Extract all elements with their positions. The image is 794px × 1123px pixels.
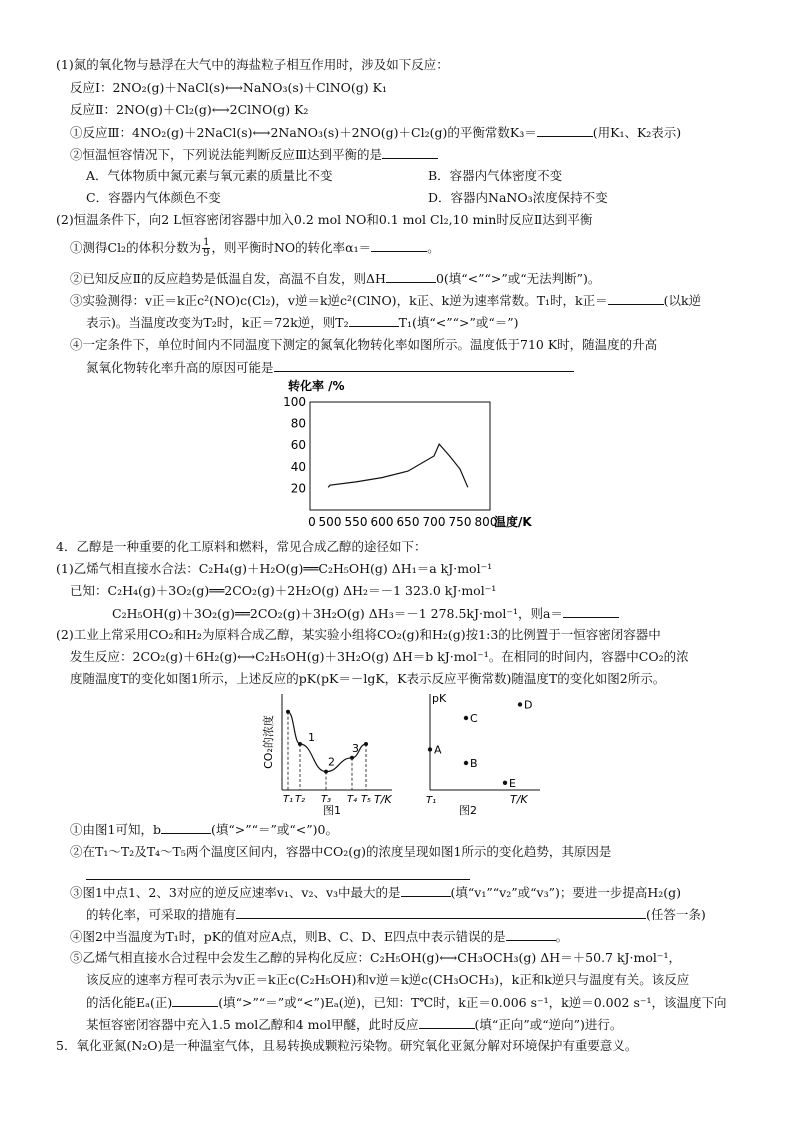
plot-frame (310, 402, 490, 510)
data-point (298, 742, 302, 746)
q3-sub2-3b (86, 313, 519, 332)
point-c (464, 716, 468, 720)
y-axis-label: pK (432, 692, 447, 705)
q3-s4-text: 氮氧化物转化率升高的原因可能是 (86, 360, 274, 375)
q3-part2: (2)恒温条件下，向2 L恒容密闭容器中加入0.2 mol NO和0.1 mol Cl₂,10 min时反应Ⅱ达到平衡 (56, 212, 593, 227)
q4-p2c: 度随温度T的变化如图1所示，上述反应的pK(pK＝－lgK，K表示反应平衡常数)随温度T的变化如图2所示。 (70, 671, 666, 686)
answer-blank-wrong-point[interactable] (506, 927, 556, 941)
answer-blank-ea[interactable] (172, 993, 218, 1007)
q3-sub2 (70, 145, 438, 164)
q3-sub2-4b (86, 358, 574, 377)
q4-s5-text-f: (填“正向”或“逆向”)进行。 (474, 1017, 623, 1032)
q3-intro: (1)氮的氧化物与悬浮在大气中的海盐粒子相互作用时，涉及如下反应： (56, 57, 449, 72)
reaction-1: 反应Ⅰ：2NO₂(g)＋NaCl(s)⟷NaNO₃(s)＋ClNO(g) K₁ (70, 80, 387, 95)
q3-sub2-1 (70, 238, 440, 259)
x-tick-label: 0 (308, 515, 316, 529)
y-axis-label: CO₂的浓度 (262, 715, 275, 769)
x-tick-label: 600 (370, 515, 394, 529)
q3-sub1-hint: (用K₁、K₂表示) (592, 125, 682, 140)
figure-caption: 图2 (459, 804, 477, 817)
answer-blank-k3[interactable] (537, 123, 593, 137)
x-tick-label: T₂ (294, 794, 306, 805)
q4-p2b: 发生反应：2CO₂(g)＋6H₂(g)⟷C₂H₅OH(g)＋3H₂O(g) ΔH＝b kJ·mol⁻¹。在相同的时间内，容器中CO₂的浓 (70, 649, 689, 664)
q4-s3-text: ③图1中点1、2、3对应的逆反应速率v₁、v₂、v₃中最大的是 (70, 885, 401, 900)
q4-s3-text-c: 的转化率，可采取的措施有 (86, 907, 237, 922)
point-label: D (524, 698, 533, 712)
point-label: E (509, 776, 516, 790)
q4-sub3b (86, 905, 706, 924)
answer-blank-b[interactable] (161, 820, 211, 834)
answer-blank-t2[interactable] (349, 313, 399, 327)
answer-blank-alpha[interactable] (371, 238, 427, 252)
q4-sub5e (86, 1015, 622, 1034)
x-tick-label: 750 (448, 515, 472, 529)
data-point (286, 710, 290, 714)
q3-s3-text-c: 表示)。当温度改变为T₂时，k正＝72k逆，则T₂ (86, 315, 349, 330)
y-tick-label: 20 (290, 481, 306, 496)
reaction-2: 反应Ⅱ：2NO(g)＋Cl₂(g)⟷2ClNO(g) K₂ (70, 102, 309, 117)
q4-sub3 (70, 883, 681, 902)
q3-s2-hint: 0(填“<”“>”或“无法判断”)。 (435, 271, 601, 286)
q4-given2-text: C₂H₅OH(g)＋3O₂(g)══2CO₂(g)＋3H₂O(g) ΔH₃＝－1 278.5kJ·mol⁻¹，则a＝ (112, 606, 563, 621)
q4-s5-text-c: 的活化能Eₐ(正) (86, 995, 173, 1010)
data-point (364, 742, 368, 746)
point-label: C (470, 712, 478, 725)
q4-s1-text: ①由图1可知，b (70, 822, 161, 837)
y-tick-label: 40 (290, 459, 306, 474)
x-tick-label: 650 (396, 515, 420, 529)
point-label: A (434, 743, 442, 757)
q4-given1: 已知：C₂H₄(g)＋3O₂(g)══2CO₂(g)＋2H₂O(g) ΔH₂＝－1 323.0 kJ·mol⁻¹ (70, 583, 497, 598)
fraction-numerator: 1 (203, 237, 210, 248)
x-tick-label: 700 (422, 515, 446, 529)
q4-sub5a: ⑤乙烯气相直接水合过程中会发生乙醇的异构化反应：C₂H₅OH(g)⟷CH₃OCH₃(g) ΔH＝＋50.7 kJ·mol⁻¹， (70, 950, 682, 965)
co2-concentration-chart (262, 690, 412, 818)
answer-blank-direction[interactable] (419, 1015, 475, 1029)
q3-sub2-4: ④一定条件下，单位时间内不同温度下测定的氮氧化物转化率如图所示。温度低于710 K时，随温度的升高 (70, 337, 658, 352)
q4-p2a: (2)工业上常采用CO₂和H₂为原料合成乙醇，某实验小组将CO₂(g)和H₂(g)按1:3的比例置于一恒容密闭容器中 (56, 627, 661, 642)
q3-s1-end: 。 (427, 240, 440, 255)
q3-s3-hint: (以k逆 (663, 293, 702, 308)
x-axis-label: 温度/K (494, 515, 532, 529)
x-axis-label: T/K (510, 793, 528, 806)
q4-s4-end: 。 (555, 929, 569, 944)
x-tick-label: T₁ (426, 795, 437, 806)
x-tick-label: 800 (474, 515, 498, 529)
answer-blank-vmax[interactable] (401, 883, 451, 897)
answer-blank-equilibrium[interactable] (382, 145, 438, 159)
answer-blank-kforward[interactable] (608, 291, 664, 305)
x-tick-label: 500 (318, 515, 342, 529)
x-tick-label: T₃ (320, 794, 332, 805)
answer-blank-reason[interactable] (274, 358, 574, 372)
y-tick-label: 80 (290, 416, 306, 431)
q3-sub1 (70, 123, 681, 142)
fraction (202, 238, 210, 259)
y-axis-label: 转化率 /% (288, 379, 345, 393)
answer-blank-measure[interactable] (236, 905, 646, 919)
fraction-denominator: 9 (203, 248, 210, 259)
answer-blank-dh[interactable] (386, 269, 436, 283)
q4-sub5b: 该反应的速率方程可表示为v正＝k正c(C₂H₅OH)和v逆＝k逆c(CH₃OCH₃)，k正和k逆只与温度有关。该反应 (86, 972, 690, 987)
pk-temperature-chart (418, 690, 546, 818)
point-label: B (470, 757, 478, 770)
point-e (503, 781, 507, 785)
q5-title: 5．氧化亚氮(N₂O)是一种温室气体，且易转换成颗粒污染物。研究氧化亚氮分解对环境保护有重要意义。 (56, 1038, 638, 1053)
q4-s5-text-e: 某恒容密闭容器中充入1.5 mol乙醇和4 mol甲醚，此时反应 (86, 1017, 419, 1032)
x-axis-label: T/K (374, 793, 392, 806)
y-tick-label: 60 (290, 438, 306, 453)
q3-s1-text-b: ，则平衡时NO的转化率α₁＝ (211, 240, 372, 255)
point-label: 1 (308, 731, 315, 744)
option-d: D．容器内NaNO₃浓度保持不变 (428, 190, 608, 205)
q3-sub2-text: ②恒温恒容情况下，下列说法能判断反应Ⅲ达到平衡的是 (70, 147, 383, 162)
point-b (464, 761, 468, 765)
q4-sub2: ②在T₁～T₂及T₄～T₅两个温度区间内，容器中CO₂(g)的浓度呈现如图1所示的变化趋势，其原因是 (70, 844, 612, 859)
q3-sub2-2 (70, 269, 600, 288)
q3-s3-hint-d: T₁(填“<”“>”或“＝”) (398, 315, 519, 330)
data-point (324, 770, 328, 774)
option-b: B．容器内气体密度不变 (428, 168, 563, 183)
q3-s2-text: ②已知反应Ⅱ的反应趋势是低温自发，高温不自发，则ΔH (70, 271, 386, 286)
option-a: A．气体物质中氮元素与氧元素的质量比不变 (86, 168, 333, 183)
point-d (518, 702, 522, 706)
x-tick-label: T₄ (346, 794, 358, 805)
q3-sub1-text: ①反应Ⅲ：4NO₂(g)＋2NaCl(s)⟷2NaNO₃(s)＋2NO(g)＋Cl₂(g)的平衡常数K₃＝ (70, 125, 537, 140)
q4-sub1 (70, 820, 338, 839)
q4-sub5c (86, 993, 726, 1012)
answer-blank-a[interactable] (563, 604, 619, 618)
x-tick-label: T₁ (282, 794, 294, 805)
q4-s4-text: ④图2中当温度为T₁时，pK的值对应A点，则B、C、D、E四点中表示错误的是 (70, 929, 506, 944)
point-label: 3 (352, 741, 359, 755)
q4-title: 4．乙醇是一种重要的化工原料和燃料，常见合成乙醇的途径如下： (56, 539, 427, 554)
answer-blank-trend-reason[interactable] (86, 866, 470, 880)
conversion-curve (328, 444, 468, 487)
q4-s3-hint-d: (任答一条) (646, 907, 706, 922)
data-point (350, 756, 354, 760)
q4-s5-text-d: (填“>”“＝”或“<”)Eₐ(逆)，已知：T℃时，k正＝0.006 s⁻¹，k逆＝0.002 s⁻¹，该温度下向 (218, 995, 727, 1010)
q4-s3-hint: (填“v₁”“v₂”或“v₃”)；要进一步提高H₂(g) (450, 885, 682, 900)
q3-s1-text: ①测得Cl₂的体积分数为 (70, 240, 202, 255)
y-tick-label: 100 (283, 395, 306, 409)
point-label: 2 (328, 755, 335, 769)
q4-p1: (1)乙烯气相直接水合法：C₂H₄(g)＋H₂O(g)══C₂H₅OH(g) ΔH₁＝a kJ·mol⁻¹ (56, 561, 493, 576)
conversion-rate-chart (270, 376, 560, 531)
point-a (428, 747, 432, 751)
x-tick-label: T₅ (360, 794, 372, 805)
q4-given2 (112, 604, 619, 623)
q3-s3-text: ③实验测得：v正＝k正c²(NO)c(Cl₂)，v逆＝k逆c²(ClNO)，k正、k逆为速率常数。T₁时，k正＝ (70, 293, 608, 308)
q4-s1-hint: (填“>”“＝”或“<”)0。 (210, 822, 338, 837)
q3-sub2-3 (70, 291, 701, 310)
option-c: C．容器内气体颜色不变 (86, 190, 221, 205)
x-tick-label: 550 (344, 515, 368, 529)
figure-caption: 图1 (323, 804, 341, 817)
q4-sub4 (70, 927, 568, 946)
